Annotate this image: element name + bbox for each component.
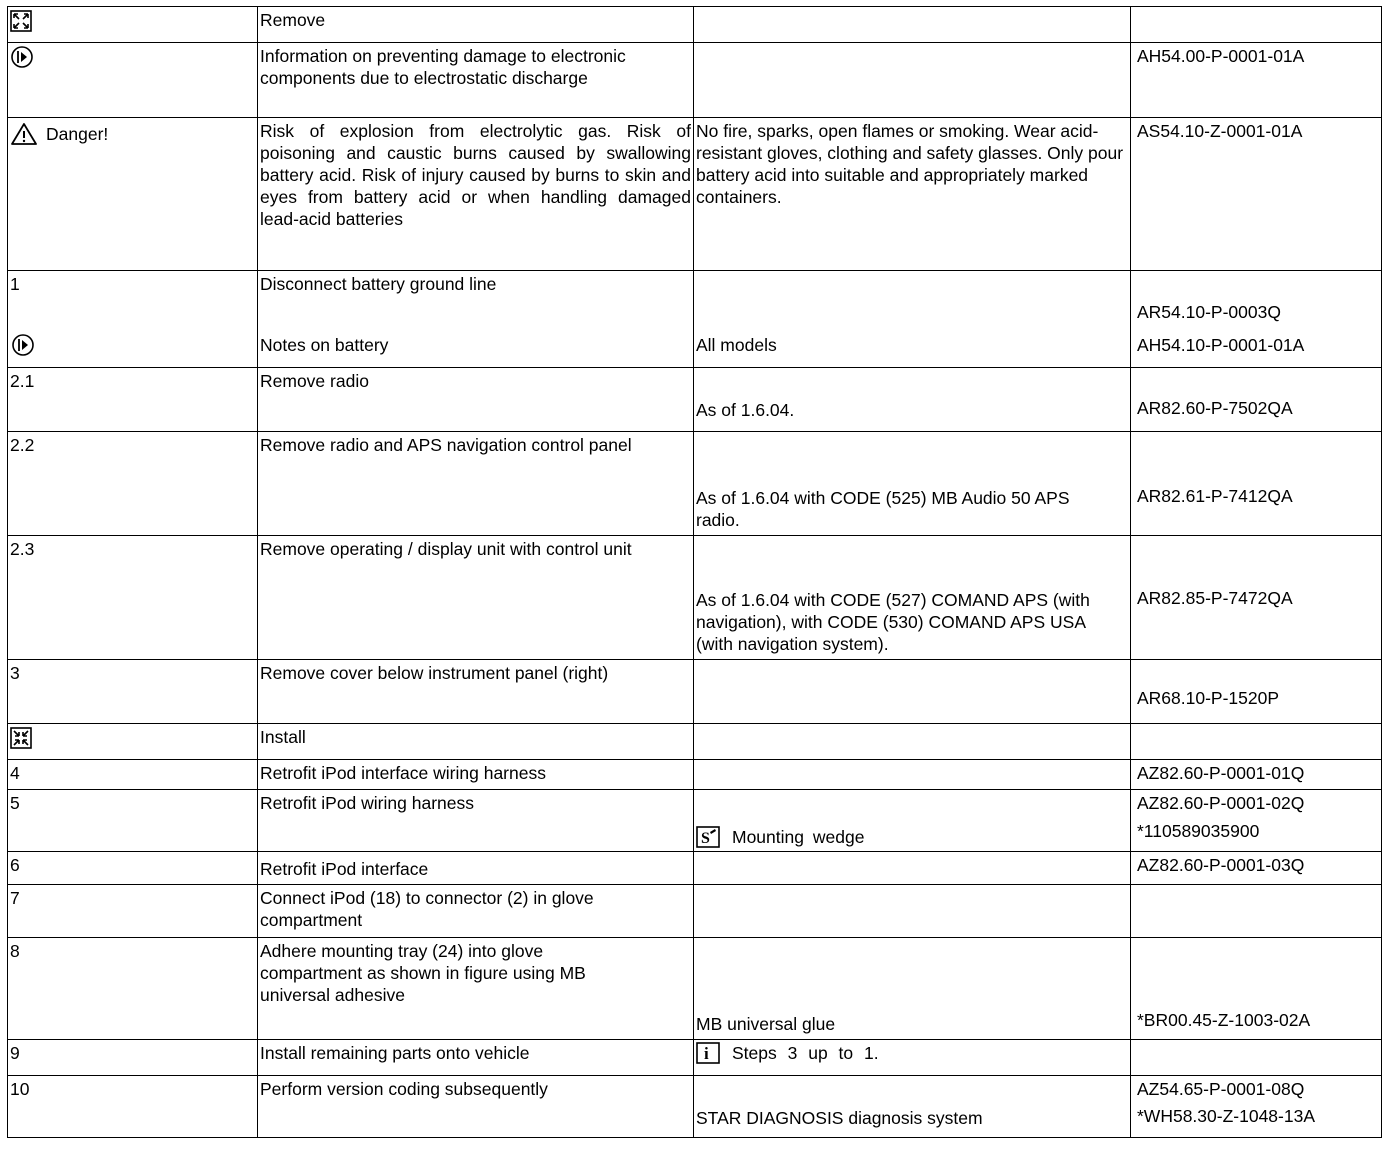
step-cell bbox=[8, 43, 258, 118]
condition-cell bbox=[694, 660, 1131, 724]
step-cell bbox=[8, 271, 258, 368]
reference-link[interactable]: AR68.10-P-1520P bbox=[1137, 688, 1280, 708]
action-text: Retrofit iPod wiring harness bbox=[260, 793, 474, 813]
reference-cell bbox=[1131, 536, 1382, 660]
reference-link[interactable]: AH54.10-P-0001-01A bbox=[1137, 335, 1305, 355]
action-cell bbox=[258, 852, 694, 885]
action-cell bbox=[258, 536, 694, 660]
reference-link[interactable]: AZ82.60-P-0001-03Q bbox=[1137, 855, 1305, 875]
condition-cell bbox=[694, 271, 1131, 368]
step-number: 9 bbox=[10, 1043, 20, 1063]
reference-cell bbox=[1131, 7, 1382, 43]
condition-text: All models bbox=[696, 335, 777, 355]
step-number: 2.2 bbox=[10, 435, 35, 455]
action-text: Risk of explosion from electrolytic gas. Risk of poisoning and caustic burns caused by swallowing battery acid. Risk of injury caused by burns to skin and eyes from battery acid or when handling damaged lead-acid batteries bbox=[260, 121, 691, 229]
step-number: 3 bbox=[10, 663, 20, 683]
step-cell bbox=[8, 7, 258, 43]
action-text: Remove radio and APS navigation control panel bbox=[260, 435, 632, 455]
tool-icon bbox=[696, 826, 720, 848]
table-row bbox=[8, 43, 1382, 118]
action-text: Connect iPod (18) to connector (2) in glove compartment bbox=[260, 888, 594, 930]
action-cell bbox=[258, 432, 694, 536]
step-cell bbox=[8, 885, 258, 938]
action-text: Install remaining parts onto vehicle bbox=[260, 1043, 530, 1063]
reference-cell bbox=[1131, 852, 1382, 885]
svg-text:i: i bbox=[704, 1044, 709, 1063]
action-text: Retrofit iPod interface wiring harness bbox=[260, 763, 546, 783]
table-row bbox=[8, 7, 1382, 43]
step-cell bbox=[8, 790, 258, 852]
condition-cell bbox=[694, 118, 1131, 271]
action-text: Information on preventing damage to electronic components due to electrostatic discharge bbox=[260, 46, 626, 88]
action-cell bbox=[258, 790, 694, 852]
step-cell bbox=[8, 660, 258, 724]
reference-cell bbox=[1131, 432, 1382, 536]
action-cell bbox=[258, 938, 694, 1040]
action-cell bbox=[258, 885, 694, 938]
action-cell bbox=[258, 7, 694, 43]
condition-text: MB universal glue bbox=[696, 1014, 836, 1034]
action-cell bbox=[258, 43, 694, 118]
reference-cell bbox=[1131, 790, 1382, 852]
step-cell bbox=[8, 432, 258, 536]
step-number: 8 bbox=[10, 941, 20, 961]
action-text: Install bbox=[260, 727, 306, 747]
condition-cell bbox=[694, 790, 1131, 852]
step-number: 5 bbox=[10, 793, 20, 813]
action-cell bbox=[258, 1040, 694, 1076]
table-row bbox=[8, 660, 1382, 724]
step-number: 2.1 bbox=[10, 371, 35, 391]
svg-text:S: S bbox=[701, 830, 710, 847]
table-row bbox=[8, 790, 1382, 852]
condition-text: As of 1.6.04 with CODE (527) COMAND APS (with navigation), with CODE (530) COMAND APS USA (with navigation system). bbox=[696, 590, 1090, 654]
reference-cell bbox=[1131, 1040, 1382, 1076]
reference-cell bbox=[1131, 118, 1382, 271]
step-number: 7 bbox=[10, 888, 20, 908]
table-row bbox=[8, 271, 1382, 368]
step-cell bbox=[8, 760, 258, 790]
step-cell bbox=[8, 852, 258, 885]
step-cell bbox=[8, 1040, 258, 1076]
step-number: 2.3 bbox=[10, 539, 35, 559]
danger-label: Danger! bbox=[46, 124, 109, 144]
warning-triangle-icon bbox=[10, 122, 38, 146]
table-row bbox=[8, 1040, 1382, 1076]
condition-text: Steps 3 up to 1. bbox=[732, 1043, 879, 1063]
step-cell bbox=[8, 938, 258, 1040]
reference-cell bbox=[1131, 271, 1382, 368]
procedure-table bbox=[7, 6, 1382, 1138]
action-cell bbox=[258, 760, 694, 790]
condition-cell bbox=[694, 43, 1131, 118]
condition-cell bbox=[694, 724, 1131, 760]
action-cell bbox=[258, 368, 694, 432]
action-cell bbox=[258, 271, 694, 368]
reference-link[interactable]: AZ82.60-P-0001-01Q bbox=[1137, 763, 1305, 783]
reference-cell bbox=[1131, 938, 1382, 1040]
reference-cell bbox=[1131, 660, 1382, 724]
reference-link[interactable]: AR82.61-P-7412QA bbox=[1137, 486, 1293, 506]
reference-link[interactable]: AZ82.60-P-0001-02Q bbox=[1137, 793, 1305, 813]
condition-cell bbox=[694, 368, 1131, 432]
condition-text: As of 1.6.04. bbox=[696, 400, 795, 420]
reference-link[interactable]: AH54.00-P-0001-01A bbox=[1137, 46, 1305, 66]
table-row bbox=[8, 885, 1382, 938]
table-row bbox=[8, 852, 1382, 885]
step-cell bbox=[8, 368, 258, 432]
reference-link[interactable]: AR82.85-P-7472QA bbox=[1137, 588, 1293, 608]
condition-text: No fire, sparks, open flames or smoking. Wear acid-resistant gloves, clothing and safety glasses. Only pour battery acid into suitable and appropriately marked containers. bbox=[696, 121, 1124, 207]
reference-cell bbox=[1131, 1076, 1382, 1138]
condition-cell bbox=[694, 536, 1131, 660]
table-row bbox=[8, 432, 1382, 536]
reference-link[interactable]: AR82.60-P-7502QA bbox=[1137, 398, 1293, 418]
info-arrow-icon bbox=[10, 45, 34, 69]
condition-cell bbox=[694, 7, 1131, 43]
step-cell bbox=[8, 118, 258, 271]
reference-cell bbox=[1131, 724, 1382, 760]
step-cell bbox=[8, 536, 258, 660]
reference-cell bbox=[1131, 368, 1382, 432]
condition-cell bbox=[694, 760, 1131, 790]
action-cell bbox=[258, 1076, 694, 1138]
action-text: Remove cover below instrument panel (right) bbox=[260, 663, 609, 683]
reference-link[interactable]: AZ54.65-P-0001-08Q bbox=[1137, 1079, 1305, 1099]
info-arrow-icon bbox=[11, 333, 35, 357]
reference-link[interactable]: AR54.10-P-0003Q bbox=[1137, 302, 1281, 322]
step-number: 10 bbox=[10, 1079, 30, 1099]
table-row bbox=[8, 118, 1382, 271]
reference-link[interactable]: *BR00.45-Z-1003-02A bbox=[1137, 1010, 1311, 1030]
action-text: Remove bbox=[260, 10, 326, 30]
step-number: 6 bbox=[10, 855, 20, 875]
action-text: Adhere mounting tray (24) into glove compartment as shown in figure using MB universal adhesive bbox=[260, 941, 586, 1005]
condition-cell bbox=[694, 1040, 1131, 1076]
table-row bbox=[8, 938, 1382, 1040]
part-number[interactable]: *WH58.30-Z-1048-13A bbox=[1137, 1106, 1315, 1126]
action-cell bbox=[258, 660, 694, 724]
action-cell bbox=[258, 118, 694, 271]
table-row bbox=[8, 1076, 1382, 1138]
condition-text: As of 1.6.04 with CODE (525) MB Audio 50 APS radio. bbox=[696, 488, 1070, 530]
part-number[interactable]: *110589035900 bbox=[1137, 821, 1260, 841]
table-row bbox=[8, 724, 1382, 760]
reference-link[interactable]: AS54.10-Z-0001-01A bbox=[1137, 121, 1303, 141]
condition-text: STAR DIAGNOSIS diagnosis system bbox=[696, 1108, 983, 1128]
condition-cell bbox=[694, 852, 1131, 885]
install-icon bbox=[10, 727, 32, 749]
info-i-icon bbox=[696, 1042, 720, 1064]
reference-cell bbox=[1131, 760, 1382, 790]
action-text: Disconnect battery ground line bbox=[260, 274, 497, 294]
condition-cell bbox=[694, 1076, 1131, 1138]
action-text: Perform version coding subsequently bbox=[260, 1079, 548, 1099]
condition-cell bbox=[694, 938, 1131, 1040]
condition-cell bbox=[694, 885, 1131, 938]
reference-cell bbox=[1131, 885, 1382, 938]
remove-icon bbox=[10, 10, 32, 32]
table-row bbox=[8, 368, 1382, 432]
condition-cell bbox=[694, 432, 1131, 536]
action-cell bbox=[258, 724, 694, 760]
step-number: 1 bbox=[10, 274, 20, 294]
action-text: Remove operating / display unit with control unit bbox=[260, 539, 632, 559]
action-text: Notes on battery bbox=[260, 335, 389, 355]
step-cell bbox=[8, 724, 258, 760]
step-number: 4 bbox=[10, 763, 20, 783]
reference-cell bbox=[1131, 43, 1382, 118]
step-cell bbox=[8, 1076, 258, 1138]
table-row bbox=[8, 536, 1382, 660]
condition-text: Mounting wedge bbox=[732, 827, 865, 847]
action-text: Retrofit iPod interface bbox=[260, 858, 429, 879]
action-text: Remove radio bbox=[260, 371, 369, 391]
table-row bbox=[8, 760, 1382, 790]
